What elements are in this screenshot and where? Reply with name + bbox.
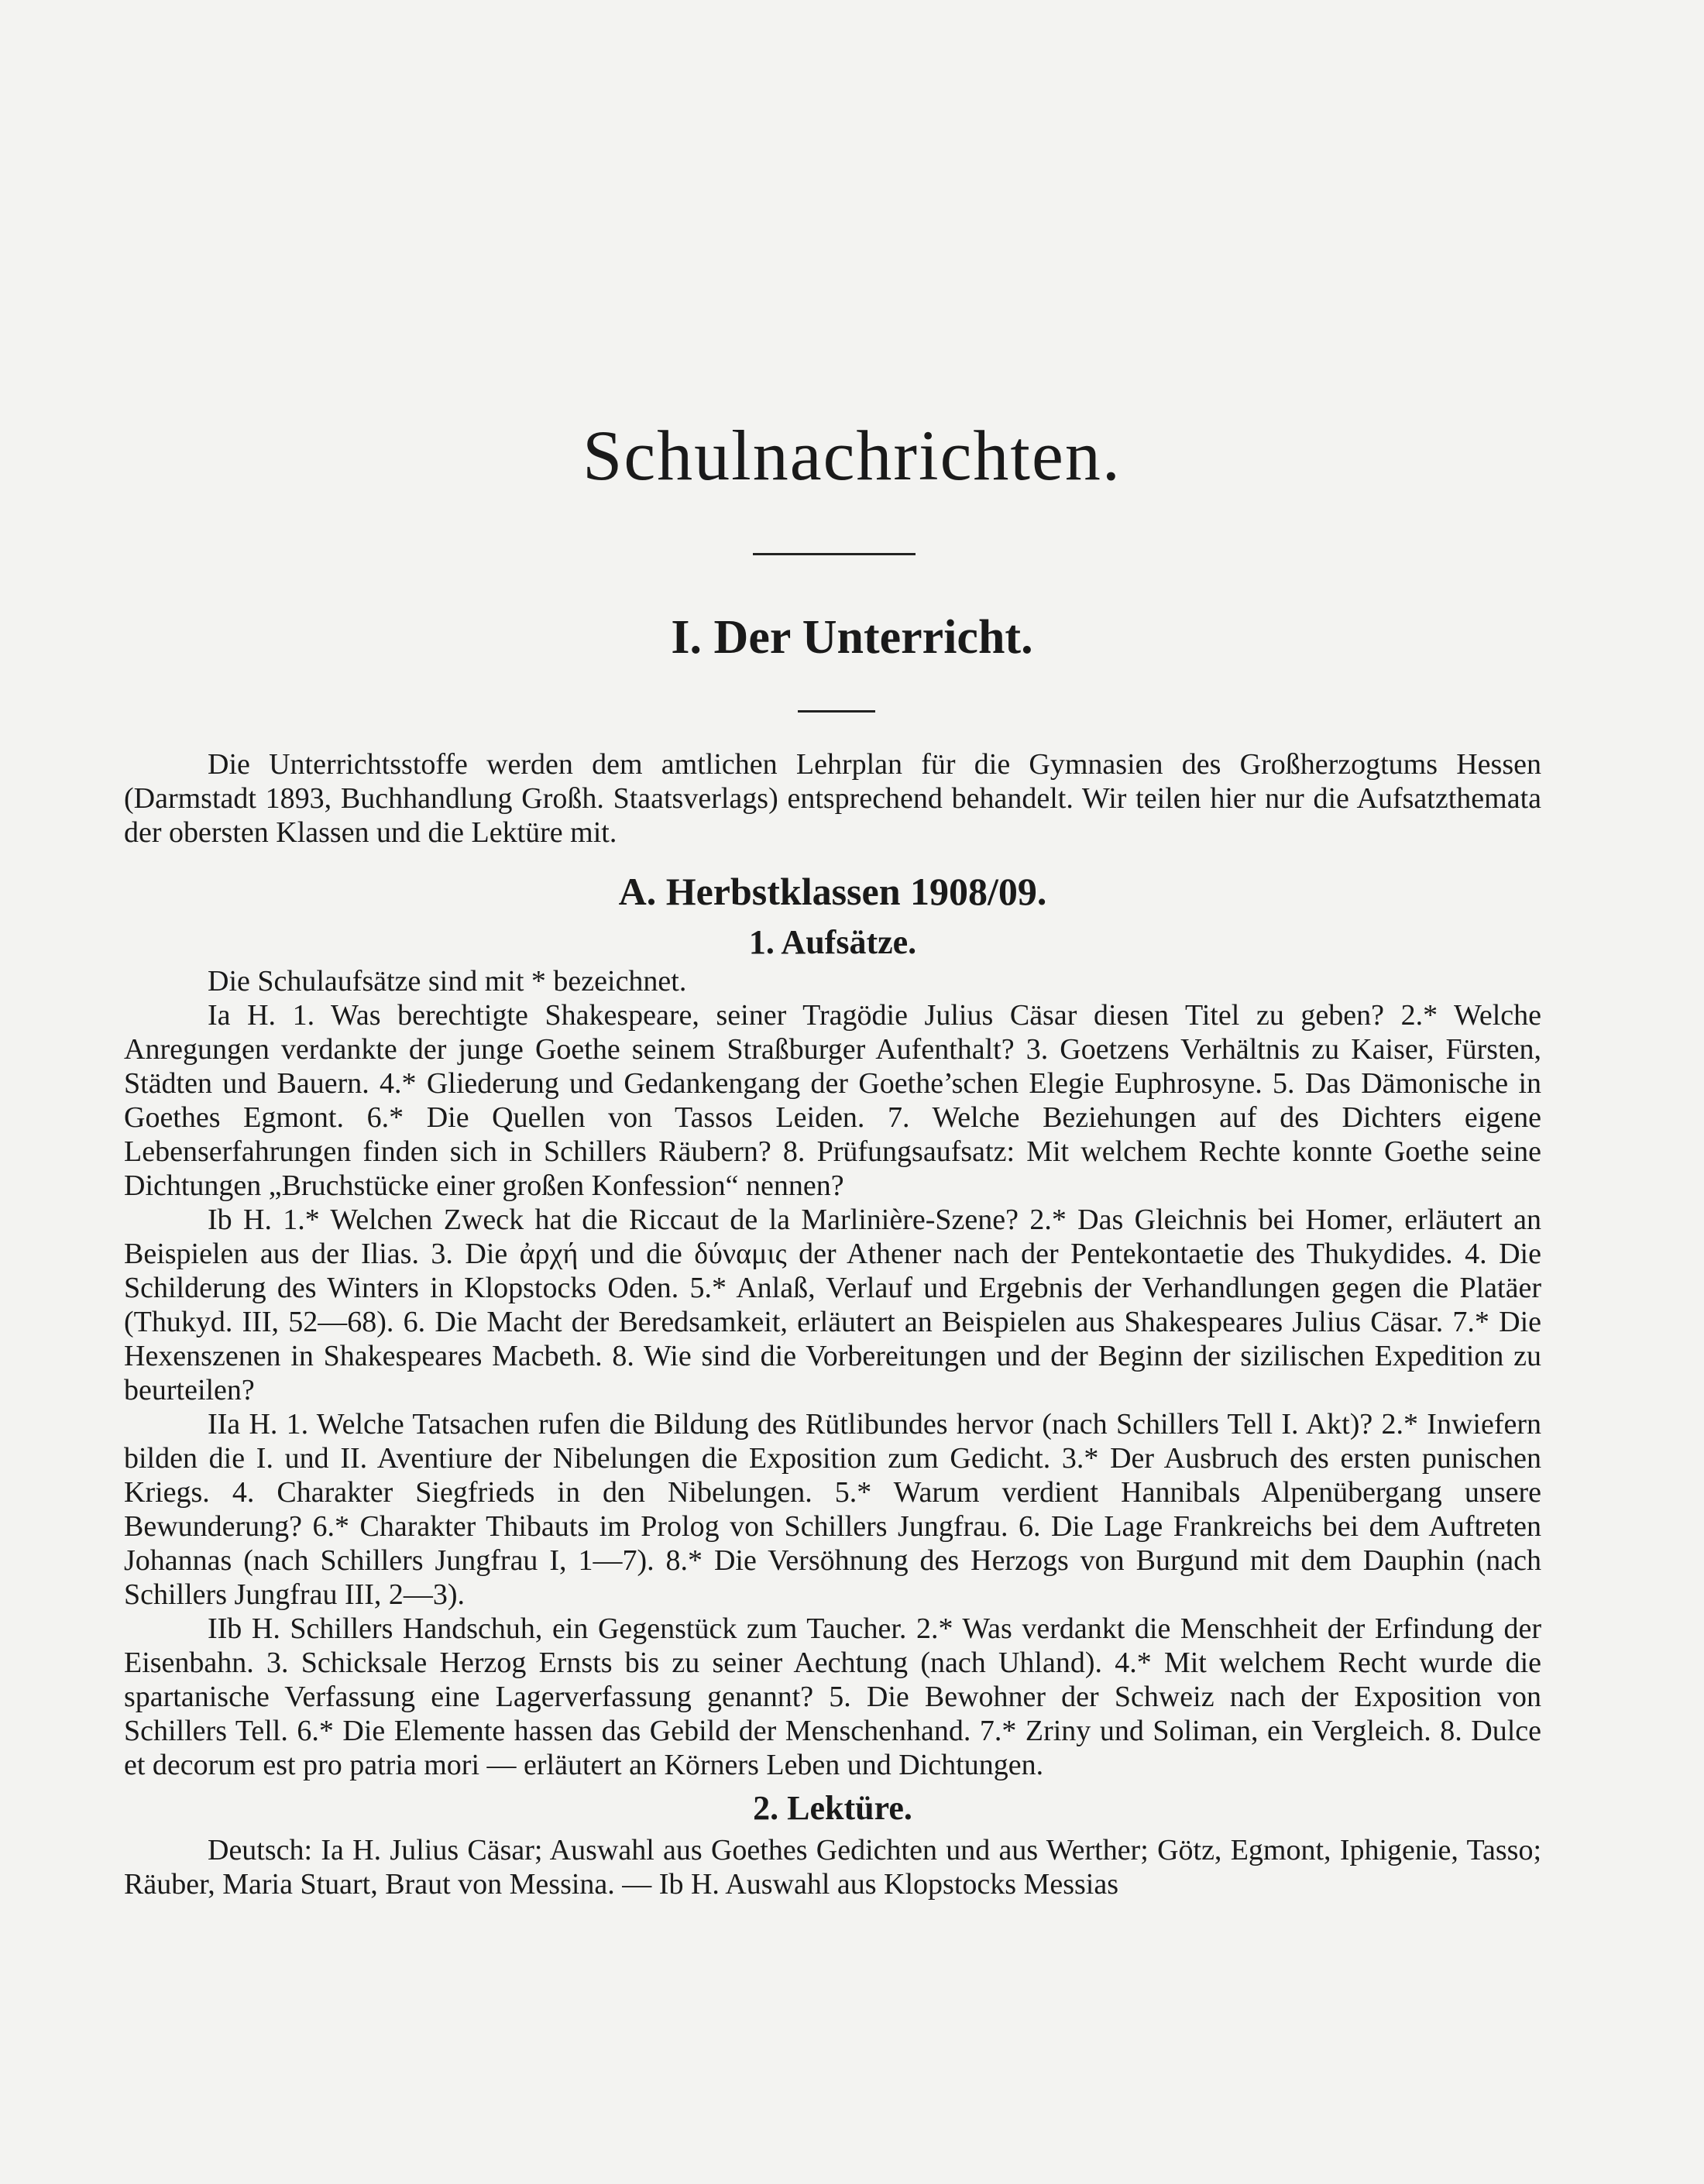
essay-paragraph-ia: Ia H. 1. Was berechtigte Shakespeare, seiner Tragödie Julius Cäsar diesen Titel zu geben? 2.* Welche Anregungen verdankte der junge Goethe seinem Straßburger Aufenthalt? 3. Goetzens Verhältnis zu Kaiser, Fürsten, Städten und Bauern. 4.* Gliederung und Gedankengang der Goethe’schen Elegie Euphrosyne. 5. Das Dämonische in Goethes Egmont. 6.* Die Quellen von Tassos Leiden. 7. Welche Beziehungen auf des Dichters eigene Lebenserfahrungen finden sich in Schillers Räubern? 8. Prüfungsaufsatz: Mit welchem Rechte konnte Goethe seine Dichtungen „Bruchstücke einer großen Konfession“ nennen? <box>124 999 1541 1202</box>
essay-paragraph-iia: IIa H. 1. Welche Tatsachen rufen die Bildung des Rütlibundes hervor (nach Schillers Tell I. Akt)? 2.* Inwiefern bilden die I. und II. Aventiure der Nibelungen die Exposition zum Gedicht. 3.* Der Ausbruch des ersten punischen Kriegs. 4. Charakter Siegfrieds in den Nibelungen. 5.* Warum verdient Hannibals Alpenübergang unsere Bewunderung? 6.* Charakter Thibauts im Prolog von Schillers Jungfrau. 6. Die Lage Frankreichs bei dem Auftreten Johannas (nach Schillers Jungfrau I, 1—7). 8.* Die Versöhnung des Herzogs von Burgund mit dem Dauphin (nach Schillers Jungfrau III, 2—3). <box>124 1408 1541 1611</box>
body-text <box>124 747 1541 1901</box>
reading-heading: 2. Lektüre. <box>753 1789 912 1827</box>
intro-paragraph: Die Unterrichtsstoffe werden dem amtlichen Lehrplan für die Gymnasien des Großherzogtums Hessen (Darmstadt 1893, Buchhandlung Großh. Staatsverlags) entsprechend behandelt. Wir teilen hier nur die Aufsatzthemata der obersten Klassen und die Lektüre mit. <box>124 748 1541 849</box>
essays-heading: 1. Aufsätze. <box>748 923 917 961</box>
page-title: Schulnachrichten. <box>582 416 1122 495</box>
divider-rule-short <box>798 710 875 713</box>
divider-rule <box>753 553 916 555</box>
essay-paragraph-iib: IIb H. Schillers Handschuh, ein Gegenstück zum Taucher. 2.* Was verdankt die Menschheit der Erfindung der Eisenbahn. 3. Schicksale Herzog Ernsts bis zu seiner Aechtung (nach Uhland). 4.* Mit welchem Recht wurde die spartanische Verfassung eine Lagerverfassung genannt? 5. Die Bewohner der Schweiz nach der Exposition von Schillers Tell. 6.* Die Elemente hassen das Gebild der Menschenhand. 7.* Zriny und Soliman, ein Vergleich. 8. Dulce et decorum est pro patria mori — erläutert an Körners Leben und Dichtungen. <box>124 1612 1541 1781</box>
section-heading: I. Der Unterricht. <box>671 611 1033 664</box>
reading-paragraph: Deutsch: Ia H. Julius Cäsar; Auswahl aus Goethes Gedichten und aus Werther; Götz, Egmont, Iphigenie, Tasso; Räuber, Maria Stuart, Braut von Messina. — Ib H. Auswahl aus Klopstocks Messias <box>124 1834 1541 1901</box>
subsection-heading: A. Herbstklassen 1908/09. <box>618 870 1047 913</box>
note-paragraph: Die Schulaufsätze sind mit * bezeichnet. <box>208 965 687 998</box>
essay-paragraph-ib: Ib H. 1.* Welchen Zweck hat die Riccaut de la Marlinière-Szene? 2.* Das Gleichnis bei Homer, erläutert an Beispielen aus der Ilias. 3. Die ἀρχή und die δύναμις der Athener nach der Pentekontaetie des Thukydides. 4. Die Schilderung des Winters in Klopstocks Oden. 5.* Anlaß, Verlauf und Ergebnis der Verhandlungen gegen die Platäer (Thukyd. III, 52—68). 6. Die Macht der Beredsamkeit, erläutert an Beispielen aus Shakespeares Julius Cäsar. 7.* Die Hexenszenen in Shakespeares Macbeth. 8. Wie sind die Vorbereitungen und der Beginn der sizilischen Expedition zu beurteilen? <box>124 1204 1541 1406</box>
